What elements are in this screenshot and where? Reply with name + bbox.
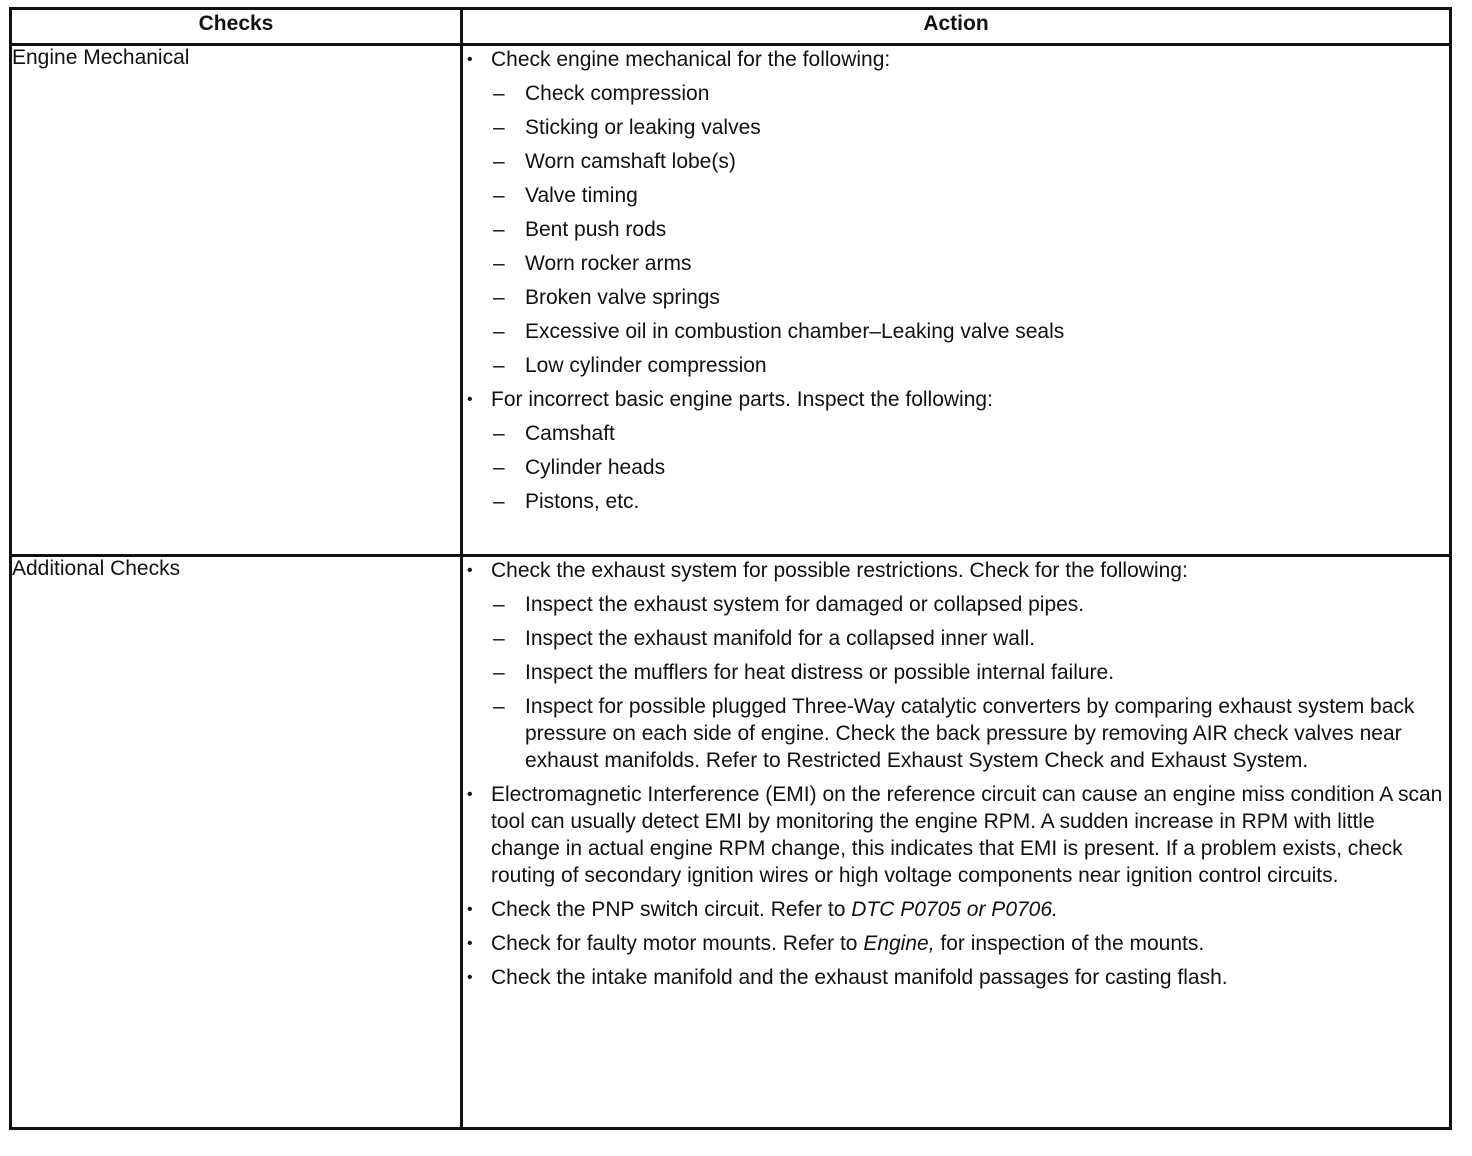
action-cell — [462, 45, 1451, 556]
header-checks: Checks — [11, 9, 462, 45]
dash-icon: – — [493, 456, 505, 479]
reference-link[interactable]: Engine, — [863, 932, 935, 955]
sub-item — [491, 454, 1449, 481]
table-row — [11, 45, 1451, 556]
bullet-icon: • — [467, 391, 473, 408]
sub-list — [491, 420, 1449, 515]
sub-item — [491, 659, 1449, 686]
sub-item — [491, 148, 1449, 175]
sub-item — [491, 80, 1449, 107]
dash-icon: – — [493, 354, 505, 377]
sub-item-text: Inspect for possible plugged Three-Way catalytic converters by comparing exhaust system back pressure on each side of engine. Check the back pressure by removing AIR check valves near exhaust manifolds. Refer to Restricted Exhaust System Check and Exhaust System. — [525, 695, 1415, 772]
action-item — [463, 930, 1449, 957]
bullet-icon: • — [467, 562, 473, 579]
action-item — [463, 781, 1449, 889]
action-text: Check engine mechanical for the following: — [491, 48, 891, 71]
check-category: Engine Mechanical — [11, 45, 462, 556]
dash-icon: – — [493, 695, 505, 718]
sub-item — [491, 216, 1449, 243]
sub-item-text: Valve timing — [525, 184, 638, 207]
action-text: Check the exhaust system for possible restrictions. Check for the following: — [491, 559, 1188, 582]
sub-item-text: Inspect the exhaust system for damaged or collapsed pipes. — [525, 593, 1085, 616]
dash-icon: – — [493, 184, 505, 207]
dash-icon: – — [493, 150, 505, 173]
table-row — [11, 556, 1451, 1129]
action-list — [463, 557, 1449, 991]
sub-item — [491, 182, 1449, 209]
sub-item-text: Check compression — [525, 82, 710, 105]
sub-list — [491, 591, 1449, 774]
sub-item-text: Worn camshaft lobe(s) — [525, 150, 736, 173]
dash-icon: – — [493, 116, 505, 139]
action-item — [463, 386, 1449, 515]
dash-icon: – — [493, 490, 505, 513]
bullet-icon: • — [467, 786, 473, 803]
sub-item — [491, 352, 1449, 379]
action-text: Check the intake manifold and the exhaust manifold passages for casting flash. — [491, 966, 1228, 989]
sub-item — [491, 318, 1449, 345]
action-item — [463, 557, 1449, 774]
sub-item-text: Sticking or leaking valves — [525, 116, 761, 139]
bullet-icon: • — [467, 901, 473, 918]
sub-item-text: Camshaft — [525, 422, 615, 445]
sub-item — [491, 488, 1449, 515]
dash-icon: – — [493, 320, 505, 343]
bullet-icon: • — [467, 935, 473, 952]
sub-item — [491, 420, 1449, 447]
sub-item-text: Bent push rods — [525, 218, 667, 241]
header-row — [11, 9, 1451, 45]
action-text: Check the PNP switch circuit. Refer to — [491, 898, 852, 921]
sub-item — [491, 625, 1449, 652]
dash-icon: – — [493, 82, 505, 105]
dash-icon: – — [493, 593, 505, 616]
sub-item — [491, 250, 1449, 277]
action-item — [463, 46, 1449, 379]
dash-icon: – — [493, 218, 505, 241]
check-category: Additional Checks — [11, 556, 462, 1129]
sub-item-text: Inspect the exhaust manifold for a collapsed inner wall. — [525, 627, 1036, 650]
checks-table — [9, 7, 1452, 1130]
reference-link[interactable]: DTC P0705 or P0706. — [851, 898, 1058, 921]
action-list — [463, 46, 1449, 515]
bullet-icon: • — [467, 51, 473, 68]
sub-item-text: Low cylinder compression — [525, 354, 767, 377]
bullet-icon: • — [467, 969, 473, 986]
sub-item-text: Worn rocker arms — [525, 252, 692, 275]
dash-icon: – — [493, 627, 505, 650]
action-item — [463, 896, 1449, 923]
action-item — [463, 964, 1449, 991]
sub-item — [491, 693, 1449, 774]
sub-item — [491, 114, 1449, 141]
action-text: For incorrect basic engine parts. Inspect the following: — [491, 388, 993, 411]
dash-icon: – — [493, 661, 505, 684]
sub-item-text: Pistons, etc. — [525, 490, 640, 513]
action-text: Electromagnetic Interference (EMI) on the reference circuit can cause an engine miss condition A scan tool can usually detect EMI by monitoring the engine RPM. A sudden increase in RPM with little change in actual engine RPM change, this indicates that EMI is present. If a problem exists, check routing of secondary ignition wires or high voltage components near ignition control circuits. — [491, 783, 1443, 887]
sub-item-text: Excessive oil in combustion chamber–Leaking valve seals — [525, 320, 1065, 343]
sub-item — [491, 284, 1449, 311]
action-text-tail: for inspection of the mounts. — [934, 932, 1205, 955]
dash-icon: – — [493, 422, 505, 445]
sub-item — [491, 591, 1449, 618]
dash-icon: – — [493, 252, 505, 275]
action-text: Check for faulty motor mounts. Refer to — [491, 932, 864, 955]
sub-list — [491, 80, 1449, 379]
action-cell — [462, 556, 1451, 1129]
sub-item-text: Cylinder heads — [525, 456, 666, 479]
sub-item-text: Inspect the mufflers for heat distress or possible internal failure. — [525, 661, 1115, 684]
sub-item-text: Broken valve springs — [525, 286, 720, 309]
header-action: Action — [462, 9, 1451, 45]
dash-icon: – — [493, 286, 505, 309]
